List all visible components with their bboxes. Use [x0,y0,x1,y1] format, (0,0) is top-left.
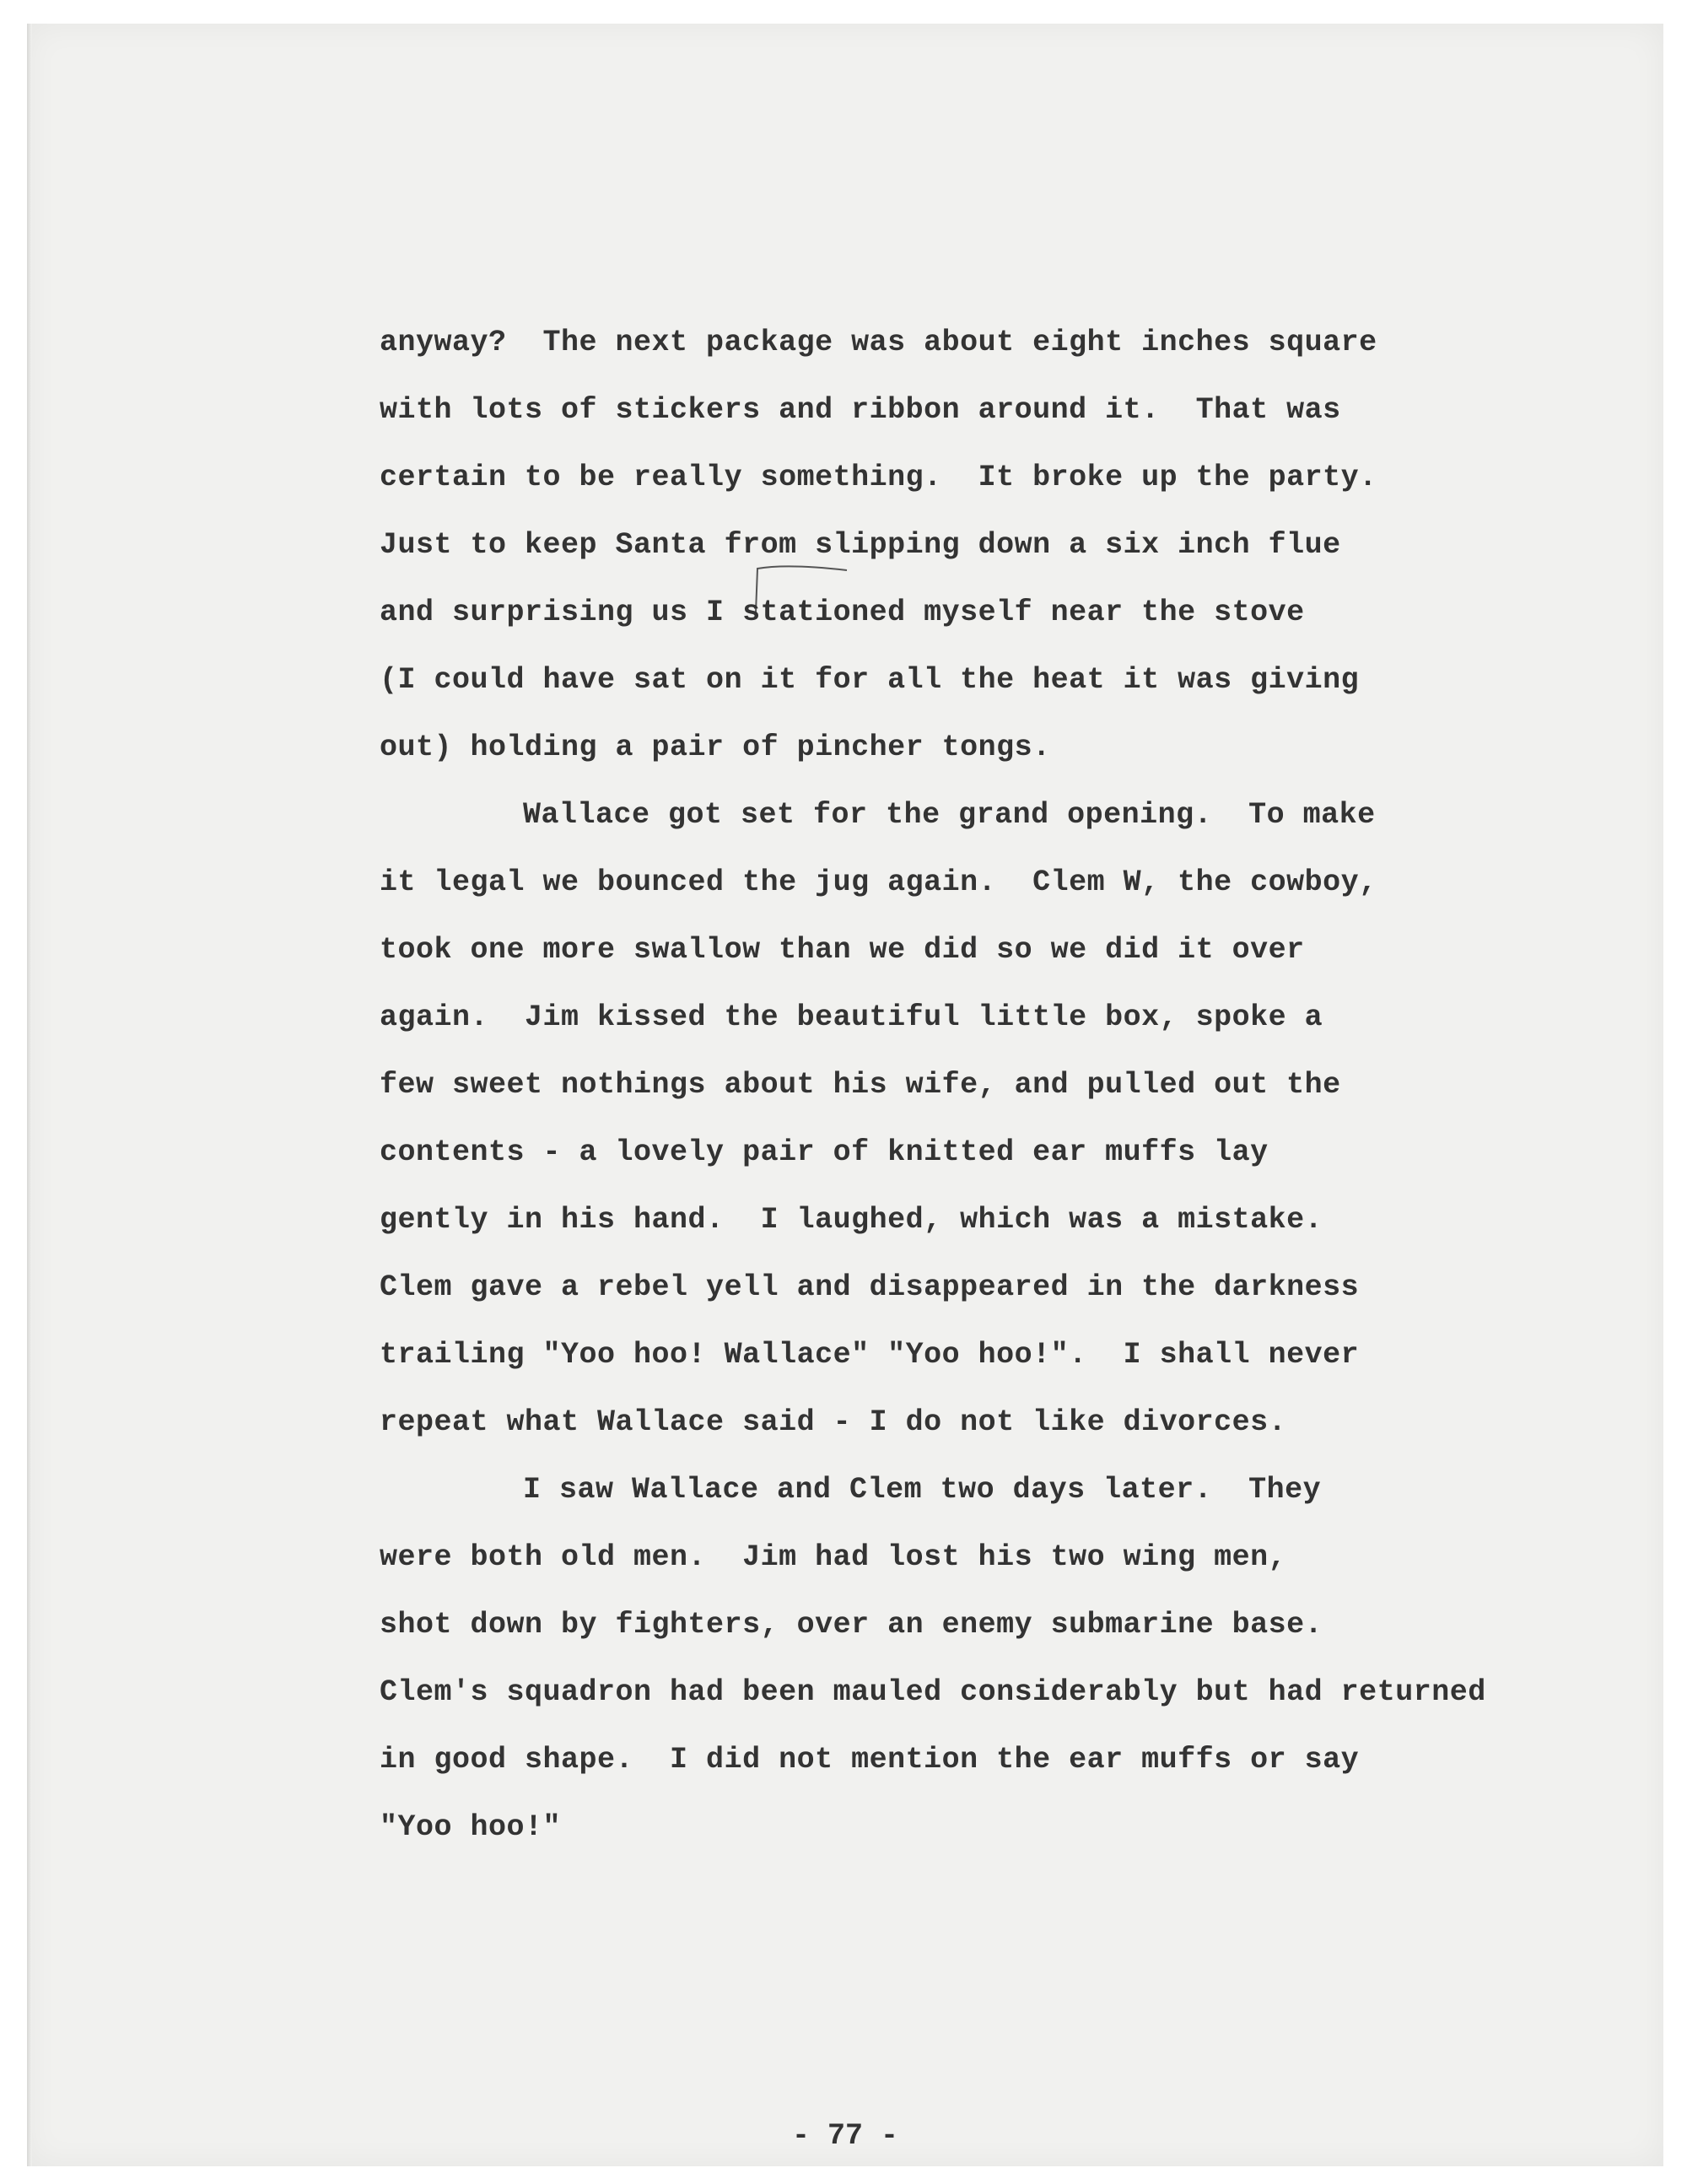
text-line: again. Jim kissed the beautiful little box, spoke a [380,1000,1323,1034]
text-line: and surprising us I stationed myself near the stove [380,596,1305,629]
text-line: with lots of stickers and ribbon around it. That was [380,393,1341,427]
text-line: shot down by fighters, over an enemy submarine base. [380,1608,1323,1642]
text-line: few sweet nothings about his wife, and pulled out the [380,1068,1341,1102]
paragraph-start-line: Wallace got set for the grand opening. To make [523,798,1376,832]
text-line: certain to be really something. It broke up the party. [380,461,1377,494]
text-line: "Yoo hoo!" [380,1810,562,1844]
text-line: it legal we bounced the jug again. Clem W, the cowboy, [380,866,1377,899]
paragraph-start-line: I saw Wallace and Clem two days later. They [523,1473,1322,1507]
text-line: Clem gave a rebel yell and disappeared in the darkness [380,1270,1360,1304]
page-edge-shadow [27,24,32,2166]
text-line: anyway? The next package was about eight inches square [380,326,1377,359]
text-line: gently in his hand. I laughed, which was a mistake. [380,1203,1323,1237]
text-line: contents - a lovely pair of knitted ear muffs lay [380,1135,1269,1169]
text-line: in good shape. I did not mention the ear muffs or say [380,1743,1360,1777]
text-line: took one more swallow than we did so we did it over [380,933,1305,967]
typewritten-page [27,24,1663,2166]
text-line: Just to keep Santa from slipping down a six inch flue [380,528,1341,562]
text-line: (I could have sat on it for all the heat it was giving [380,663,1360,697]
text-line: repeat what Wallace said - I do not like divorces. [380,1405,1287,1439]
text-line: were both old men. Jim had lost his two wing men, [380,1540,1287,1574]
text-line: out) holding a pair of pincher tongs. [380,731,1051,764]
body-text [380,309,1645,1861]
page-number: - 77 - [791,2119,899,2153]
text-line: trailing "Yoo hoo! Wallace" "Yoo hoo!". I shall never [380,1338,1360,1372]
text-line: Clem's squadron had been mauled considerably but had returned [380,1675,1486,1709]
